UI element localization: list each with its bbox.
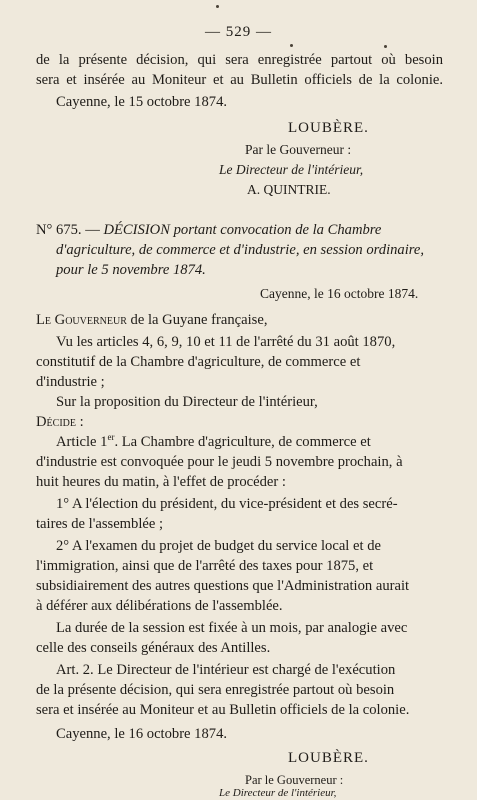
body-line: subsidiairement des autres questions que l'Administration aurait bbox=[36, 578, 410, 594]
body-line: sera et insérée au Moniteur et au Bulletin officiels de la colonie. bbox=[36, 702, 410, 718]
body-line: d'industrie ; bbox=[36, 374, 105, 390]
signature: LOUBÈRE. bbox=[288, 120, 369, 136]
signature-line: A. QUINTRIE. bbox=[247, 182, 331, 197]
place-date: Cayenne, le 16 octobre 1874. bbox=[56, 726, 228, 742]
signature-line: Par le Gouverneur : bbox=[245, 773, 344, 787]
decision-title-line: d'agriculture, de commerce et d'industrie, en session ordinaire, bbox=[56, 242, 425, 258]
article-1-sup: er bbox=[107, 432, 115, 443]
body-line: Vu les articles 4, 6, 9, 10 et 11 de l'arrêté du 31 août 1870, bbox=[56, 334, 396, 350]
body-line: 1° A l'élection du président, du vice-président et des secré- bbox=[56, 496, 398, 512]
body-line: 2° A l'examen du projet de budget du service local et de bbox=[56, 538, 381, 554]
body-line: de la présente décision, qui sera enregistrée partout où besoin bbox=[36, 52, 443, 68]
body-line: constitutif de la Chambre d'agriculture, de commerce et bbox=[36, 354, 361, 370]
governor-title: Le Gouverneur bbox=[36, 312, 127, 328]
body-line: Sur la proposition du Directeur de l'intérieur, bbox=[56, 394, 318, 410]
signature-line: Le Directeur de l'intérieur, bbox=[219, 787, 337, 799]
signature-line: Le Directeur de l'intérieur, bbox=[219, 162, 364, 177]
body-line: l'immigration, ainsi que de l'arrêté des taxes pour 1875, et bbox=[36, 558, 374, 574]
body-line: taires de l'assemblée ; bbox=[36, 516, 164, 532]
article-1 bbox=[56, 432, 371, 452]
body-line: huit heures du matin, à l'effet de procéder : bbox=[36, 474, 286, 490]
decision-number: N° 675. — bbox=[36, 222, 100, 238]
signature: LOUBÈRE. bbox=[288, 750, 369, 766]
body-line: celle des conseils généraux des Antilles. bbox=[36, 640, 271, 656]
signature-line: Par le Gouverneur : bbox=[245, 142, 352, 157]
print-speck bbox=[384, 45, 387, 48]
decision-title-word: DÉCISION bbox=[103, 222, 170, 238]
decision-title-line: pour le 5 novembre 1874. bbox=[56, 262, 206, 278]
decision-title: portant convocation de la Chambre bbox=[173, 222, 382, 238]
print-speck bbox=[216, 5, 219, 8]
body-line: La durée de la session est fixée à un mois, par analogie avec bbox=[56, 620, 408, 636]
article-2: Art. 2. Le Directeur de l'intérieur est chargé de l'exécution bbox=[56, 662, 396, 678]
body-line: sera et insérée au Moniteur et au Bulletin officiels de la colonie. bbox=[36, 72, 443, 88]
place-date: Cayenne, le 15 octobre 1874. bbox=[56, 94, 228, 110]
governor-line bbox=[36, 310, 268, 330]
article-1-text: . La Chambre d'agriculture, de commerce et bbox=[114, 434, 371, 450]
governor-rest: de la Guyane française, bbox=[130, 312, 268, 328]
article-1-label: Article 1 bbox=[56, 434, 108, 450]
print-speck bbox=[290, 44, 293, 47]
decision-heading bbox=[36, 220, 381, 240]
decide-heading: Décide : bbox=[36, 414, 84, 430]
page-number: — 529 — bbox=[205, 24, 272, 40]
body-line: à déférer aux délibérations de l'assemblée. bbox=[36, 598, 283, 614]
body-line: de la présente décision, qui sera enregistrée partout où besoin bbox=[36, 682, 395, 698]
body-line: d'industrie est convoquée pour le jeudi 5 novembre prochain, à bbox=[36, 454, 403, 470]
decision-date: Cayenne, le 16 octobre 1874. bbox=[260, 286, 419, 301]
